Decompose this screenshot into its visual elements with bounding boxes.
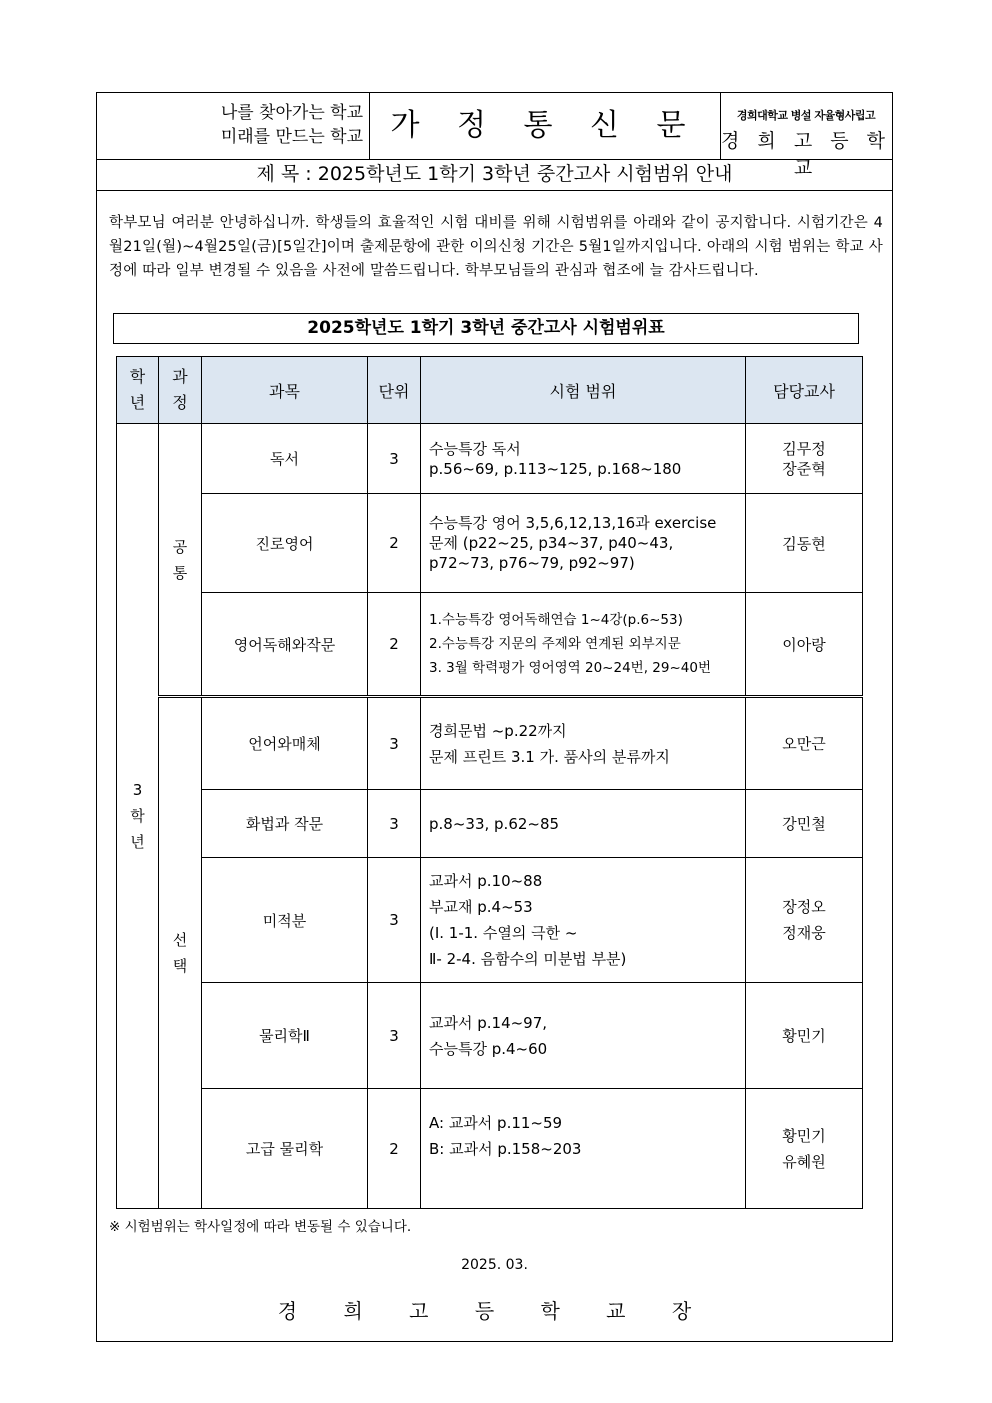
school-affiliation: 경희대학교 병설 자율형사립고 xyxy=(736,109,876,122)
grade-cell: 3 학 년 xyxy=(117,424,159,1209)
range-cell: 교과서 p.14~97, 수능특강 p.4~60 xyxy=(421,983,746,1089)
units-cell: 3 xyxy=(368,697,421,790)
subject-cell: 화법과 작문 xyxy=(202,790,368,858)
units-cell: 2 xyxy=(368,494,421,593)
table-row xyxy=(117,1089,863,1209)
teacher-cell: 이아랑 xyxy=(746,593,863,697)
exam-range-table xyxy=(116,356,863,1209)
principal-signature: 경 희 고 등 학 교 장 xyxy=(277,1299,712,1323)
subject-cell: 진로영어 xyxy=(202,494,368,593)
issue-date: 2025. 03. xyxy=(461,1257,528,1273)
notice-page xyxy=(96,92,893,1342)
subject-cell: 독서 xyxy=(202,424,368,494)
table-row xyxy=(117,593,863,697)
range-cell: p.8~33, p.62~85 xyxy=(421,790,746,858)
range-cell: 경희문법 ~p.22까지 문제 프린트 3.1 가. 품사의 분류까지 xyxy=(421,697,746,790)
school-slogan xyxy=(97,93,370,159)
range-cell: 수능특강 독서 p.56~69, p.113~125, p.168~180 xyxy=(421,424,746,494)
table-row xyxy=(117,858,863,983)
footnote: ※ 시험범위는 학사일정에 따라 변동될 수 있습니다. xyxy=(109,1219,412,1235)
teacher-cell: 장정오 정재웅 xyxy=(746,858,863,983)
units-cell: 3 xyxy=(368,983,421,1089)
table-title: 2025학년도 1학기 3학년 중간고사 시험범위표 xyxy=(113,313,859,344)
range-cell: 교과서 p.10~88 부교재 p.4~53 (Ⅰ. 1-1. 수열의 극한 ~ Ⅱ- 2-4. 음함수의 미분법 부분) xyxy=(421,858,746,983)
teacher-cell: 황민기 xyxy=(746,983,863,1089)
units-cell: 2 xyxy=(368,593,421,697)
units-cell: 3 xyxy=(368,858,421,983)
units-cell: 3 xyxy=(368,424,421,494)
header-subject: 과목 xyxy=(202,357,368,424)
table-row xyxy=(117,494,863,593)
intro-paragraph: 학부모님 여러분 안녕하십니까. 학생들의 효율적인 시험 대비를 위해 시험범위를 아래와 같이 공지합니다. 시험기간은 4월21일(월)~4월25일(금)[5일간]이며 출제문항에 관한 이의신청 기간은 5월1일까지입니다. 아래의 시험 범위는 학교 사정에 따라 일부 변경될 수 있음을 사전에 말씀드립니다. 학부모님들의 관심과 협조에 늘 감사드립니다. xyxy=(109,215,883,279)
course-elective-cell: 선 택 xyxy=(159,697,202,1209)
teacher-cell: 강민철 xyxy=(746,790,863,858)
table-row xyxy=(117,983,863,1089)
table-row xyxy=(117,424,863,494)
header-grade: 학 년 xyxy=(117,357,159,424)
table-header-row xyxy=(117,357,863,424)
teacher-cell: 김무정 장준혁 xyxy=(746,424,863,494)
slogan-line1: 나를 찾아가는 학교 xyxy=(220,103,363,123)
teacher-cell: 오만근 xyxy=(746,697,863,790)
header-range: 시험 범위 xyxy=(421,357,746,424)
school-info xyxy=(720,93,892,179)
header-units: 단위 xyxy=(368,357,421,424)
subject-cell: 고급 물리학 xyxy=(202,1089,368,1209)
units-cell: 2 xyxy=(368,1089,421,1209)
subject-line: 제 목 : 2025학년도 1학기 3학년 중간고사 시험범위 안내 xyxy=(97,159,892,191)
subject-cell: 언어와매체 xyxy=(202,697,368,790)
header-teacher: 담당교사 xyxy=(746,357,863,424)
units-cell: 3 xyxy=(368,790,421,858)
subject-cell: 물리학Ⅱ xyxy=(202,983,368,1089)
table-row xyxy=(117,697,863,790)
table-row xyxy=(117,790,863,858)
subject-cell: 영어독해와작문 xyxy=(202,593,368,697)
teacher-cell: 김동현 xyxy=(746,494,863,593)
course-common-cell: 공 통 xyxy=(159,424,202,697)
teacher-cell: 황민기 유혜원 xyxy=(746,1089,863,1209)
slogan-line2: 미래를 만드는 학교 xyxy=(220,127,363,147)
subject-cell: 미적분 xyxy=(202,858,368,983)
header-course: 과 정 xyxy=(159,357,202,424)
school-name: 경 희 고 등 학 교 xyxy=(721,130,891,179)
range-cell: 수능특강 영어 3,5,6,12,13,16과 exercise 문제 (p22~25, p34~37, p40~43, p72~73, p76~79, p92~97) xyxy=(421,494,746,593)
range-cell: A: 교과서 p.11~59 B: 교과서 p.158~203 xyxy=(421,1089,746,1209)
document-title: 가 정 통 신 문 xyxy=(370,93,721,159)
range-cell: 1.수능특강 영어독해연습 1~4강(p.6~53) 2.수능특강 지문의 주제와 연계된 외부지문 3. 3월 학력평가 영어영역 20~24번, 29~40번 xyxy=(421,593,746,697)
